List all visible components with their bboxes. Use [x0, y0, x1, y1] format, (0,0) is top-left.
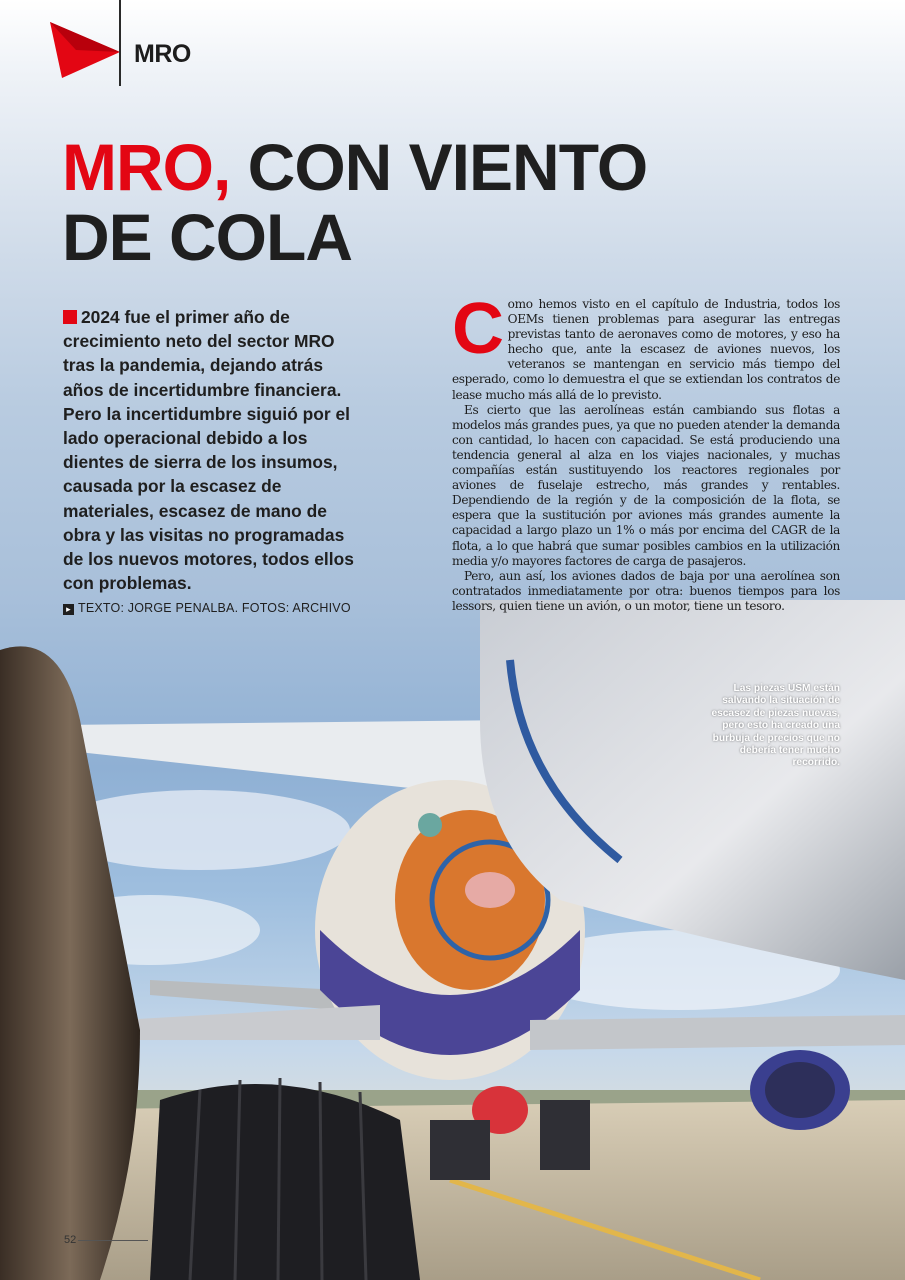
- lead-paragraph: [63, 305, 368, 595]
- credit-text: TEXTO: JORGE PENALBA. FOTOS: ARCHIVO: [78, 601, 351, 615]
- title-highlight: MRO,: [62, 130, 231, 204]
- arrow-bullet-icon: ▸: [63, 604, 74, 615]
- body-paragraph-2: Es cierto que las aerolíneas están cambiando sus flotas a modelos más grandes pues, ya que no pueden atender la demanda con cantidad, lo hacen con capacidad. Se está produciendo una tendencia general al alza en los viajes nacionales, y muchas compañías están sustituyendo los reactores regionales por aviones de fuselaje estrecho, más grandes y rentables. Dependiendo de la región y de la composición de la flota, se espera que la sustitución por aviones más grandes aumente la capacidad a largo plazo un 1% o más por encima del CAGR de la flota, a lo que habrá que sumar posibles cambios en la utilización media y/o mayores factores de carga de pasajeros.: [452, 402, 840, 568]
- page-number: 52: [64, 1234, 77, 1246]
- lead-text: 2024 fue el primer año de crecimiento neto del sector MRO tras la pandemia, dejando atrás años de incertidumbre financiera. Pero la incertidumbre siguió por el lado operacional debido a los dientes de sierra de los insumos, causada por la escasez de materiales, escasez de mano de obra y las visitas no programadas de los nuevos motores, todos ellos con problemas.: [63, 307, 354, 594]
- title-line2: DE COLA: [62, 200, 352, 274]
- article-body: [452, 289, 840, 614]
- body-paragraph-1-text: omo hemos visto en el capítulo de Industria, todos los OEMs tienen problemas para asegurar las entregas previstas tanto de aeronaves como de motores, y eso ha hecho que, ante la escasez de aviones nuevos, los veteranos se mantengan en servicio más tiempo del esperado, como lo demuestra el que se extiendan los contratos de lease mucho más allá de lo previsto.: [452, 297, 840, 402]
- photo-caption: Las piezas USM están salvando la situación de escasez de piezas nuevas, pero esto ha creado una burbuja de precios que no debería tener mucho recorrido.: [711, 683, 840, 769]
- red-square-bullet-icon: [63, 310, 77, 324]
- section-label: MRO: [134, 40, 191, 68]
- page-number-rule: [78, 1240, 148, 1241]
- article-title: [62, 132, 647, 272]
- drop-cap: C: [452, 289, 504, 369]
- body-paragraph-1: [452, 289, 840, 403]
- red-triangle-logo: [50, 22, 122, 80]
- title-line1: CON VIENTO: [230, 130, 648, 204]
- header-divider: [119, 0, 121, 86]
- body-paragraph-3: Pero, aun así, los aviones dados de baja por una aerolínea son contratados inmediatamente por otra: buenos tiempos para los lessors, quien tiene un avión, o un motor, tiene un tesoro.: [452, 568, 840, 613]
- credits: [63, 601, 351, 615]
